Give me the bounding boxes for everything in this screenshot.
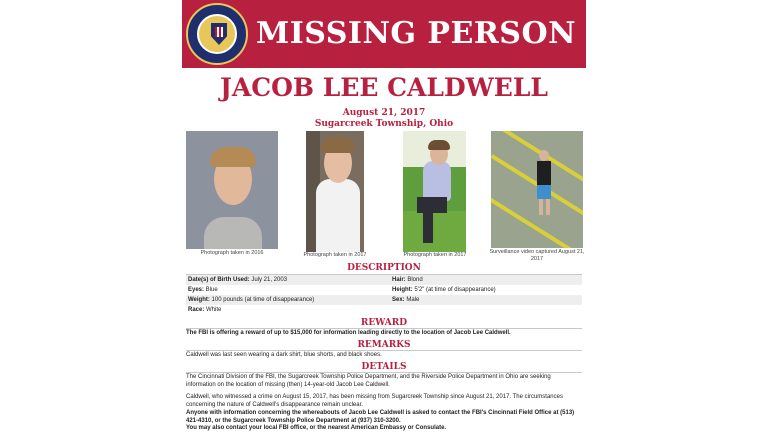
figure-leg [539,199,543,215]
photo-shirt [204,217,262,249]
field-label: Eyes: [188,287,205,293]
seal-stripes-icon [215,27,223,37]
field-value: Blond [405,277,423,283]
photo-grass [403,211,466,252]
person-name: JACOB LEE CALDWELL [220,73,548,102]
figure-shorts [537,185,551,199]
field-label: Hair: [392,277,406,283]
photo-white-shirt [316,179,360,252]
details-paragraph-1: The Cincinnati Division of the FBI, the Sugarcreek Township Police Department, and the Riverside Police Department in Ohio are seeking information on the location of missing (then) 14-year-old Jacob Lee Caldwell. [186,374,551,388]
description-row [186,275,582,285]
fbi-seal-icon [186,3,248,65]
photo-legs [423,211,433,243]
divider [186,372,582,373]
field-value: 100 pounds (at time of disappearance) [209,297,315,303]
field-label: Date(s) of Birth Used: [188,277,250,283]
description-cell [188,285,218,295]
field-label: Race: [188,307,205,313]
description-cell [392,285,496,295]
photo-shirt [423,161,451,201]
reward-heading: REWARD [360,318,408,328]
figure-shirt [537,161,551,185]
field-label: Height: [392,287,413,293]
field-value: Male [404,297,420,303]
divider [186,350,582,351]
photo-2017-b [403,131,466,252]
divider [186,328,582,329]
field-value: July 21, 2003 [249,277,288,283]
photo-2017-a [306,131,364,252]
missing-location: Sugarcreek Township, Ohio [314,119,454,129]
photo-caption-4: Surveillance video captured August 21, 2017 [489,249,585,262]
description-row [186,295,582,305]
fbi-seal-inner [197,14,237,54]
photo-surveillance [491,131,583,248]
missing-person-poster [182,0,586,432]
description-cell [188,275,287,285]
banner-title: MISSING PERSON [256,16,577,51]
photo-hair [428,140,450,150]
photo-2016 [186,131,278,249]
field-value: Blue [204,287,218,293]
figure-head [539,150,549,161]
details-paragraph-2: Caldwell, who witnessed a crime on August 15, 2017, has been missing from Sugarcreek Township since August 21, 2017. The circumstances concerning the nature of Caldwell's disappearance remain unclear. [186,394,563,408]
header-banner [182,0,586,68]
description-cell [188,305,221,315]
photo-caption-3: Photograph taken in 2017 [403,252,467,258]
details-paragraph-4: You may also contact your local FBI office, or the nearest American Embassy or Consulate. [186,425,447,431]
description-heading: DESCRIPTION [347,263,421,273]
remarks-heading: REMARKS [357,340,411,350]
details-heading: DETAILS [361,362,407,372]
description-cell [188,295,314,305]
photo-hair [210,147,256,167]
photo-hair [321,137,355,153]
figure-leg [546,199,550,215]
field-value: White [204,307,222,313]
missing-date: August 21, 2017 [342,108,426,118]
remarks-text: Caldwell was last seen wearing a dark shirt, blue shorts, and black shoes. [186,352,382,358]
field-value: 5'2" (at time of disappearance) [412,287,496,293]
description-cell [392,295,419,305]
description-row [186,285,582,295]
field-label: Sex: [392,297,405,303]
description-cell [392,275,423,285]
field-label: Weight: [188,297,210,303]
photo-caption-2: Photograph taken in 2017 [303,252,367,258]
reward-text: The FBI is offering a reward of up to $15,000 for information leading directly to the location of Jacob Lee Caldwell. [186,330,511,336]
details-paragraph-3: Anyone with information concerning the whereabouts of Jacob Lee Caldwell is asked to contact the FBI's Cincinnati Field Office at (513) 421-4310, or the Sugarcreek Township Police Department at (937) 310-3200. [186,410,575,424]
description-row [186,305,582,315]
photo-caption-1: Photograph taken in 2016 [200,250,264,256]
